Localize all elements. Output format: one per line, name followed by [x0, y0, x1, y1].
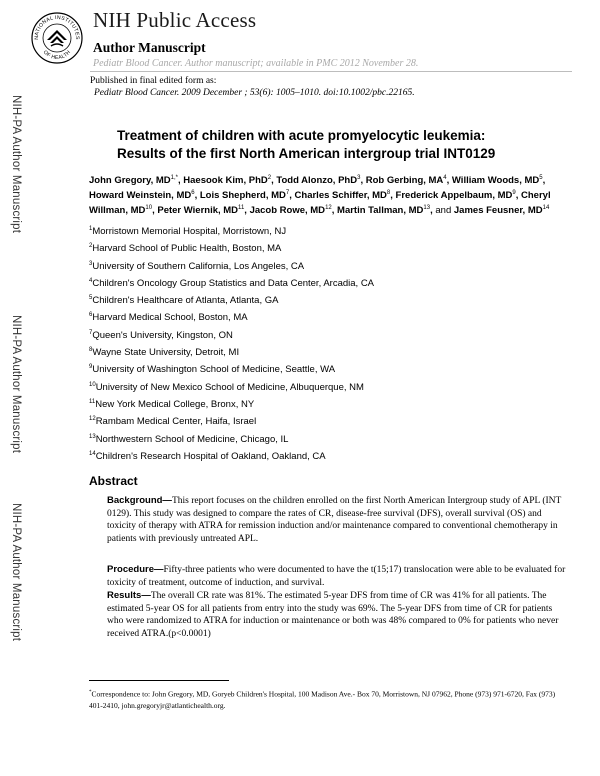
nih-logo: [31, 12, 83, 64]
affiliation-item: [89, 379, 374, 396]
author-affiliation-marker: 10: [145, 205, 153, 212]
author-list: John Gregory, $MD^{1,*}$, Haesook Kim, PhD$^2$, Todd Alonzo, PhD$^3$, Rob Gerbing, $MA^4$, William Woods, $MD^5$, Howard Weinstein, $MD^6$, Lois Shepherd, $MD^7$, Charles Schiffer, $MD^8$, Frederick Appelbaum, $MD^9$, Cheryl Willman, MD$^{10}$, Peter Wiernik, MD$^{11}$, Jacob Rowe, MD$^{12}$, Martin Tallman, MD$^{13}$, and James Feusner, MD$^{14}$: [89, 175, 551, 217]
affiliation-number: 12: [89, 416, 96, 423]
nih-public-access-title: NIH Public Access: [93, 8, 257, 32]
article-title: Treatment of children with acute promyelocytic leukemia: Results of the first North American intergroup trial INT0129: [117, 128, 496, 161]
abstract-background: Background—This report focuses on the children enrolled on the first North American Intergroup study of APL (INT 0129). This study was designed to compare the rates of CR, disease-free survival (DFS), overall survival (OS) and toxicity of therapy with ATRA for remission induction and/or maintenance compared to conventional chemotherapy in patients with previously untreated APL.: [107, 495, 562, 544]
author-manuscript-subtitle: Author Manuscript: [93, 40, 206, 55]
author-affiliation-marker: 14: [542, 205, 550, 212]
logo-text-bottom: OF HEALTH: [41, 49, 73, 62]
affiliation-text: University of Southern California, Los Angeles, CA: [92, 260, 305, 272]
affiliation-text: Children's Oncology Group Statistics and Data Center, Arcadia, CA: [92, 278, 375, 290]
affiliation-item: [89, 223, 374, 240]
published-label: Published in final edited form as:: [90, 76, 217, 86]
affiliation-text: University of Washington School of Medicine, Seattle, WA: [92, 364, 336, 376]
affiliation-number: 10: [89, 381, 96, 388]
affiliation-text: Children's Healthcare of Atlanta, Atlanta, GA: [92, 295, 279, 307]
author-name: Martin Tallman, MD: [337, 205, 424, 217]
affiliation-item: [89, 309, 374, 326]
affiliation-item: [89, 361, 374, 378]
author-affiliation-marker: 2: [267, 175, 272, 181]
author-affiliation-marker: 9: [512, 190, 516, 197]
logo-text-top: NATIONAL INSTITUTES: [33, 14, 81, 40]
affiliation-text: Harvard School of Public Health, Boston, MA: [92, 243, 282, 255]
affiliation-item: [89, 413, 374, 430]
author-name: Charles Schiffer, MD: [294, 190, 387, 202]
sidebar-label: NIH-PA Author Manuscript: [10, 315, 22, 454]
author-affiliation-marker: 11: [238, 205, 245, 212]
author-affiliation-marker: 12: [325, 205, 332, 212]
svg-text:OF HEALTH: [42, 49, 72, 61]
header-divider: [90, 71, 572, 72]
sidebar-label: NIH-PA Author Manuscript: [10, 95, 22, 234]
author-affiliation-marker: 7: [285, 190, 290, 197]
author-name: Howard Weinstein, MD: [89, 190, 192, 202]
affiliation-item: [89, 275, 374, 292]
affiliation-text: Queen's University, Kingston, ON: [92, 329, 233, 341]
affiliation-item: [89, 327, 374, 344]
author-name: Lois Shepherd, MD: [199, 190, 286, 202]
author-name: John Gregory, MD: [89, 175, 171, 187]
affiliation-number: 5: [89, 295, 93, 302]
affiliation-number: 2: [89, 243, 93, 250]
abstract-procedure: Procedure—Fifty-three patients who were documented to have the t(15;17) translocation were able to be evaluated for toxicity of treatment, outcome of induction, and survival.: [107, 564, 566, 588]
affiliation-number: 6: [89, 312, 93, 319]
affiliation-item: [89, 292, 374, 309]
affiliation-item: [89, 344, 374, 361]
abstract-heading: Abstract: [89, 474, 138, 488]
affiliation-text: Northwestern School of Medicine, Chicago, IL: [95, 433, 289, 445]
affiliation-list: [89, 223, 374, 465]
affiliation-number: 3: [89, 260, 93, 267]
affiliation-text: New York Medical College, Bronx, NY: [95, 399, 255, 411]
author-name: William Woods, MD: [451, 175, 540, 187]
availability-note: Pediatr Blood Cancer. Author manuscript; available in PMC 2012 November 28.: [93, 58, 419, 69]
author-name: Todd Alonzo, PhD: [276, 175, 358, 187]
author-affiliation-marker: 1,*: [170, 175, 178, 181]
affiliation-number: 13: [89, 433, 96, 440]
affiliation-text: Morristown Memorial Hospital, Morristown, NJ: [92, 226, 287, 238]
author-name: Cheryl Willman, MD: [89, 190, 551, 217]
affiliation-item: [89, 396, 374, 413]
affiliation-number: 1: [89, 226, 93, 232]
author-affiliation-marker: 5: [539, 175, 543, 181]
affiliation-number: 11: [89, 398, 96, 405]
author-name: Rob Gerbing, MA: [365, 175, 444, 187]
author-name: Frederick Appelbaum, MD: [395, 190, 513, 202]
citation: Pediatr Blood Cancer. 2009 December ; 53(6): 1005–1010. doi:10.1002/pbc.22165.: [94, 88, 415, 98]
affiliation-item: [89, 258, 374, 275]
affiliation-text: Rambam Medical Center, Haifa, Israel: [95, 416, 257, 428]
author-name: Haesook Kim, PhD: [183, 175, 268, 187]
author-name: James Feusner, MD: [453, 205, 543, 217]
affiliation-number: 7: [89, 329, 93, 336]
affiliation-item: [89, 431, 374, 448]
affiliation-text: Wayne State University, Detroit, MI: [92, 347, 240, 359]
correspondence-footnote: *Correspondence to: John Gregory, MD, Goryeb Children's Hospital, 100 Madison Ave.- Box 70, Morristown, NJ 07962, Phone (973) 971-6720, Fax (973) 401-2410, john.gregoryjr@atlantichealth.org.: [89, 689, 556, 710]
affiliation-number: 8: [89, 347, 93, 354]
affiliation-text: Children's Research Hospital of Oakland, Oakland, CA: [95, 451, 326, 463]
affiliation-text: University of New Mexico School of Medicine, Albuquerque, NM: [95, 381, 364, 393]
affiliation-item: [89, 240, 374, 257]
affiliation-text: Harvard Medical School, Boston, MA: [92, 312, 248, 324]
author-name: Peter Wiernik, MD: [157, 205, 239, 217]
author-affiliation-marker: 4: [443, 175, 447, 181]
author-name: Jacob Rowe, MD: [249, 205, 326, 217]
footnote-divider: [89, 680, 229, 681]
abstract-results: Results—The overall CR rate was 81%. The estimated 5-year DFS from time of CR was 41% for all patients. The estimated 5-year OS for all patients from entry into the study was 69%. The 5-year DFS from time of CR for patients who were randomized to ATRA for induction or maintenance or both was 48% compared to 0% for patients who never received ATRA.(p<0.0001): [107, 590, 559, 639]
author-conjunction: and: [435, 205, 452, 217]
publication-info: [90, 75, 415, 99]
affiliation-number: 4: [89, 277, 93, 284]
author-affiliation-marker: 6: [191, 190, 195, 197]
author-affiliation-marker: 8: [386, 190, 391, 197]
affiliation-item: [89, 448, 374, 465]
sidebar-label: NIH-PA Author Manuscript: [10, 503, 22, 642]
author-affiliation-marker: 13: [423, 205, 431, 212]
affiliation-number: 9: [89, 364, 93, 371]
affiliation-number: 14: [89, 450, 96, 457]
author-affiliation-marker: 3: [357, 175, 361, 181]
